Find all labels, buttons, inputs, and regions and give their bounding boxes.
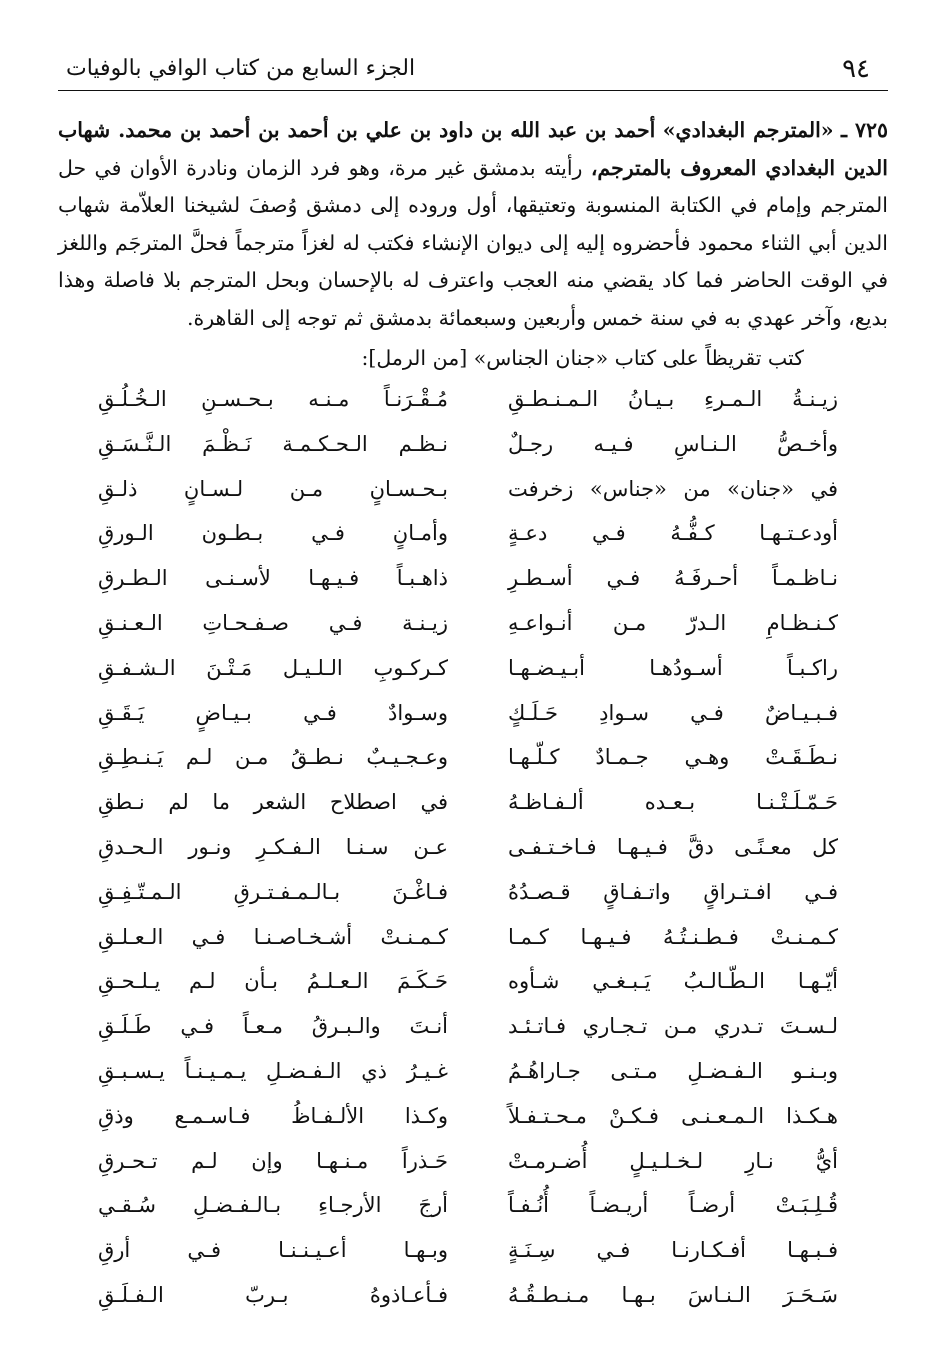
verse-first-hemistich: راكـبـاً أسـودُهـا أبـيـضـهـا [508,655,838,680]
verse-line [58,790,888,835]
verse-first-hemistich: أيّـهـا الـطّـالـبُ يَـبـغـي شـأوه [508,969,838,994]
verse-second-hemistich: فـاغْـنَ بـالـمـفـتـرقِ الـمـتّـفِـقِ [98,879,448,904]
verse-second-hemistich: وعـجـيـبٌ نـطـقُ مـن لـم يَـنـطِـقِ [98,745,448,770]
verse-first-hemistich: أودعـتـهـا كـفُّـهُ فـي دعـةٍ [508,521,838,546]
verse-line [58,1014,888,1059]
verse-first-hemistich: نـاظـمـاً أحـرفَـهُ فـي أسـطـرِ [508,566,838,591]
verse-line [58,477,888,522]
verse-second-hemistich: في اصطلاح الشعر ما لم نـطقِ [98,790,448,815]
verse-line [58,432,888,477]
verse-line [58,387,888,432]
verse-line [58,969,888,1014]
verse-second-hemistich: عـن سـنـا الـفـكـرِ ونـور الـحـدقِ [98,834,448,859]
verse-first-hemistich: لـسـتَ تـدري مـن تـجـاري فـاتـئـد [508,1014,838,1039]
verse-first-hemistich: هـكـذا الـمـعـنـى فـكـنْ مـحـتـفـلاً [508,1103,838,1128]
verse-first-hemistich: فـبـيـاضٌ فـي سـوادِ حَـلَـكٍ [508,700,838,725]
verse-first-hemistich: فـبـهـا أفـكـارنـا فـي سِـنَـةٍ [508,1238,838,1263]
verse-line [58,1193,888,1238]
verse-second-hemistich: غـيـرُ ذي الـفـضـلِ يـمـيـنـاً يـسـبـقِ [98,1058,448,1083]
verse-line [58,701,888,746]
verse-line [58,521,888,566]
verse-line [58,1104,888,1149]
verse-second-hemistich: مُـقْـرَنـاً مـنـه بـحـسـنِ الـخُـلُـقِ [98,387,448,411]
verse-first-hemistich: وأخـصُّ الـنـاسِ فـيـه رجـلٌ [508,431,838,456]
verse-line [58,1149,888,1194]
entry-number: ٧٢٥ ـ [840,118,888,142]
verse-first-hemistich: حَـمّـلَـتْـنـا بـعـده ألـفـاظـهُ [508,790,838,815]
verse-first-hemistich: كـنـظـامِ الـدرّ مـن أنـواعـهِ [508,610,838,635]
verse-second-hemistich: أرجَ الأرجـاءِ بـالـفـضـلِ سُـقـي [98,1193,448,1218]
biography-entry [58,112,888,337]
verse-line [58,925,888,970]
verse-line [58,611,888,656]
poem [58,387,888,1328]
verse-first-hemistich: زيـنـةُ الـمـرءِ بـيـانُ الـمـنـطـقِ [508,387,838,411]
verse-line [58,1283,888,1328]
verse-first-hemistich: وبـنـو الـفـضـلِ مـتـى جـاراهُـمُ [508,1058,838,1083]
verse-first-hemistich: كل معـنًـى دقَّ فـيـهـا فـاخـتـفـى [508,834,838,859]
page-number: ٩٤ [842,54,870,84]
verse-line [58,745,888,790]
verse-second-hemistich: نـظـم الـحـكـمـة نَـظْـمَ الـنَّـسَـقِ [98,431,448,456]
verse-first-hemistich: فـي افـتـراقٍ واتـفـاقٍ قـصـدُهُ [508,879,838,904]
verse-second-hemistich: وكـذا الألـفـاظُ فـاسـمـع وذقِ [98,1103,448,1128]
verse-line [58,566,888,611]
verse-line [58,656,888,701]
entry-body: رأيته بدمشق غير مرة، وهو فرد الزمان ونادرة الأوان في حل المترجم وإمام في الكتابة المنسوبة وتعتيقها، أول وروده إلى دمشق وُصفَ لشيخنا العلاّمة شهاب الدين أبي الثناء محمود فأحضروه إليه إلى ديوان الإنشاء فكتب له لغزاً مترجماً فحلَّ المترجَم واللغز في الوقت الحاضر فما كاد يقضي منه العجب واعترف له بالإحسان وبحل المترجم بلا فاصلة وهذا بديع، وآخر عهدي به في سنة خمس وأربعين وسبعمائة بدمشق ثم توجه إلى القاهرة. [58,155,888,330]
verse-first-hemistich: في «جنان» من «جناس» زخرفت [508,476,838,501]
verse-second-hemistich: فـأعـاذوهُ بـربّ الـفـلَـقِ [98,1282,448,1307]
verse-first-hemistich: قُـلِـبَـتْ أرضـاً أريـضـاً أُنُـفـاً [508,1193,838,1218]
verse-line [58,835,888,880]
verse-second-hemistich: كـركـوبِ الـلـيـل مَـتْـنَ الـشـفـقِ [98,655,448,680]
verse-first-hemistich: نـطَـقَـتْ وهـي جـمـادٌ كـلّـهـا [508,745,838,770]
entry-nickname: «المترجم البغدادي» [662,118,834,142]
verse-second-hemistich: ذاهـبـاً فـيـهـا لأسـنـى الـطـرقِ [98,566,448,591]
verse-second-hemistich: وبـهـا أعـيـنـنـا فـي أرقِ [98,1238,448,1263]
poem-intro: كتب تقريظاً على كتاب «جنان الجناس» [من الرمل]: [361,346,804,370]
verse-second-hemistich: حَـذراً مـنـهـا وإن لـم تـحـرقِ [98,1148,448,1173]
verse-line [58,1238,888,1283]
book-page [58,0,888,1364]
verse-second-hemistich: وأمـانٍ فـي بـطـون الـورقِ [98,521,448,546]
verse-line [58,1059,888,1104]
verse-first-hemistich: كـمـنـتْ فـطـنـتُـهُ فـيـهـا كـمـا [508,924,838,949]
verse-second-hemistich: أنـتَ والـبـرقُ مـعـاً فـي طَـلَـقِ [98,1014,448,1039]
verse-first-hemistich: أيُّ نـارِ لـخـلـيـلٍ أُضـرمـتْ [508,1148,838,1173]
verse-second-hemistich: وسـوادٌ فـي بـيـاضٍ يَـقَـقِ [98,700,448,725]
verse-first-hemistich: سَـحَـرَ الـنـاسَ بـهـا مـنـطـقُـهُ [508,1282,838,1307]
entry-full-name: أحمد بن عبد الله بن داود بن علي بن أحمد بن أحمد بن محمد. شهاب الدين البغدادي المعروف بالمترجم، [58,118,888,180]
verse-second-hemistich: زيـنـة فـي صـفـحـاتِ الـعـنـقِ [98,610,448,635]
verse-second-hemistich: حَـكَـمَ الـعـلـمُ بـأن لـم يـلـحـقِ [98,969,448,994]
verse-second-hemistich: كـمـنـتْ أشـخـاصـنـا فـي الـعـلـقِ [98,924,448,949]
verse-second-hemistich: بـحـسـانٍ مـن لـسـانٍ ذلـقِ [98,476,448,501]
page-header [58,52,888,91]
verse-line [58,880,888,925]
running-title: الجزء السابع من كتاب الوافي بالوفيات [66,56,416,81]
